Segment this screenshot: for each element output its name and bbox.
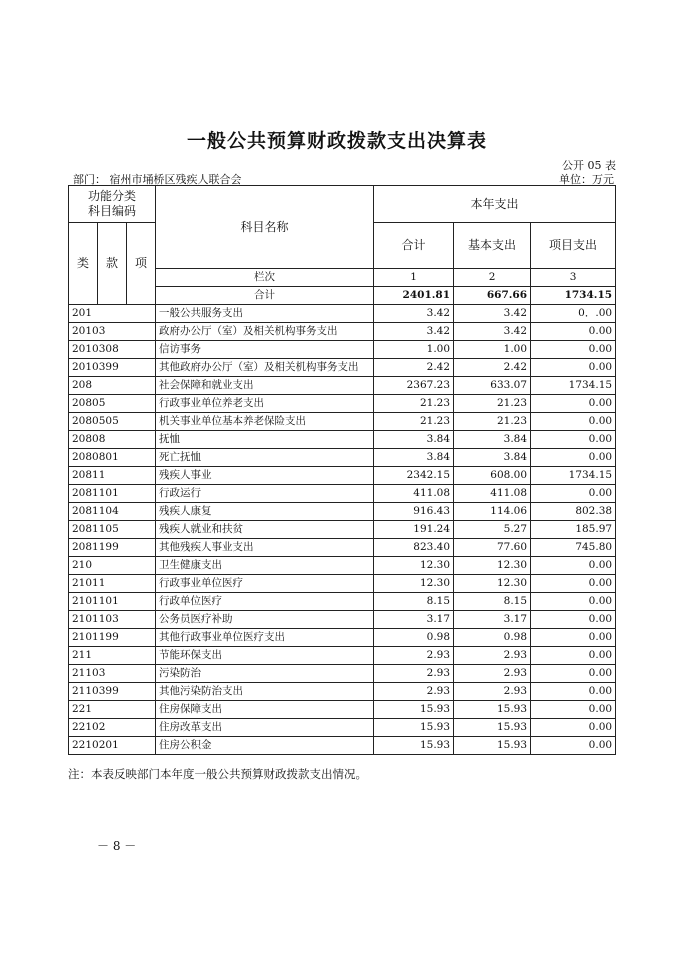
name-header: 科目名称: [156, 186, 374, 269]
table-row: [69, 683, 616, 701]
table-row: [69, 521, 616, 539]
basic-cell: 633.07: [454, 377, 531, 395]
code-cell: 208: [69, 377, 156, 395]
basic-cell: 411.08: [454, 485, 531, 503]
code-cell: 2210201: [69, 737, 156, 755]
grand-total-label: 合计: [156, 287, 374, 305]
basic-cell: 15.93: [454, 719, 531, 737]
name-cell: 抚恤: [156, 431, 374, 449]
project-cell: 0.00: [531, 557, 616, 575]
name-cell: 公务员医疗补助: [156, 611, 374, 629]
project-cell: 0.00: [531, 719, 616, 737]
row-index-label: 栏次: [156, 269, 374, 287]
project-cell: 0.00: [531, 485, 616, 503]
name-cell: 住房保障支出: [156, 701, 374, 719]
table-row: [69, 395, 616, 413]
project-cell: 0.00: [531, 413, 616, 431]
table-row: [69, 359, 616, 377]
name-cell: 行政事业单位养老支出: [156, 395, 374, 413]
code-cell: 210: [69, 557, 156, 575]
project-header: 项目支出: [531, 223, 616, 269]
name-cell: 残疾人事业: [156, 467, 374, 485]
footnote: 注：本表反映部门本年度一般公共预算财政拨款支出情况。: [68, 767, 367, 781]
code-cell: 20808: [69, 431, 156, 449]
table-row: [69, 449, 616, 467]
total-cell: 2.42: [374, 359, 454, 377]
current-year-header: 本年支出: [374, 186, 616, 223]
name-cell: 住房公积金: [156, 737, 374, 755]
basic-cell: 2.93: [454, 647, 531, 665]
page-title: 一般公共预算财政拨款支出决算表: [186, 130, 487, 152]
name-cell: 污染防治: [156, 665, 374, 683]
basic-cell: 114.06: [454, 503, 531, 521]
table-row: [69, 737, 616, 755]
table-row: [69, 305, 616, 323]
project-cell: 0.00: [531, 593, 616, 611]
budget-table: [68, 185, 616, 755]
basic-cell: 8.15: [454, 593, 531, 611]
header-row-1: [69, 186, 616, 223]
unit-label: 单位：万元: [559, 173, 614, 186]
table-row: [69, 701, 616, 719]
table-row: [69, 665, 616, 683]
code-cell: 2081101: [69, 485, 156, 503]
code-cell: 221: [69, 701, 156, 719]
grand-total-project: 1734.15: [531, 287, 616, 305]
table-row: [69, 539, 616, 557]
code-cell: 2101101: [69, 593, 156, 611]
basic-cell: 15.93: [454, 737, 531, 755]
project-cell: 185.97: [531, 521, 616, 539]
table-row: [69, 377, 616, 395]
table-row: [69, 413, 616, 431]
code-cell: 22102: [69, 719, 156, 737]
basic-cell: 3.84: [454, 449, 531, 467]
code-cell: 2010399: [69, 359, 156, 377]
table-row: [69, 503, 616, 521]
basic-cell: 15.93: [454, 701, 531, 719]
total-header: 合计: [374, 223, 454, 269]
project-cell: 0.00: [531, 611, 616, 629]
col-index-1: 1: [374, 269, 454, 287]
basic-cell: 2.42: [454, 359, 531, 377]
page-number: － 8 －: [97, 839, 137, 853]
total-cell: 0.98: [374, 629, 454, 647]
code-header-line-1: 功能分类: [88, 189, 137, 203]
total-cell: 3.17: [374, 611, 454, 629]
code-cell: 201: [69, 305, 156, 323]
project-cell: 0.00: [531, 701, 616, 719]
total-cell: 12.30: [374, 575, 454, 593]
basic-cell: 3.84: [454, 431, 531, 449]
project-cell: 802.38: [531, 503, 616, 521]
total-cell: 21.23: [374, 395, 454, 413]
basic-cell: 3.42: [454, 305, 531, 323]
total-cell: 15.93: [374, 737, 454, 755]
total-cell: 2367.23: [374, 377, 454, 395]
kuan-header: 款: [98, 223, 127, 305]
grand-total-basic: 667.66: [454, 287, 531, 305]
project-cell: 0.00: [531, 323, 616, 341]
total-cell: 191.24: [374, 521, 454, 539]
total-cell: 3.42: [374, 305, 454, 323]
project-cell: 0．.00: [531, 305, 616, 323]
total-cell: 2.93: [374, 647, 454, 665]
project-cell: 745.80: [531, 539, 616, 557]
total-cell: 21.23: [374, 413, 454, 431]
code-cell: 2080505: [69, 413, 156, 431]
name-cell: 行政运行: [156, 485, 374, 503]
basic-cell: 2.93: [454, 665, 531, 683]
project-cell: 0.00: [531, 449, 616, 467]
basic-cell: 77.60: [454, 539, 531, 557]
name-cell: 社会保障和就业支出: [156, 377, 374, 395]
total-cell: 8.15: [374, 593, 454, 611]
table-row: [69, 719, 616, 737]
name-cell: 残疾人就业和扶贫: [156, 521, 374, 539]
name-cell: 其他政府办公厅（室）及相关机构事务支出: [156, 359, 374, 377]
name-cell: 一般公共服务支出: [156, 305, 374, 323]
table-row: [69, 467, 616, 485]
name-cell: 政府办公厅（室）及相关机构事务支出: [156, 323, 374, 341]
project-cell: 1734.15: [531, 377, 616, 395]
department-label: 部门： 宿州市埇桥区残疾人联合会: [73, 173, 242, 186]
lei-header: 类: [69, 223, 98, 305]
project-cell: 1734.15: [531, 467, 616, 485]
project-cell: 0.00: [531, 359, 616, 377]
basic-cell: 12.30: [454, 557, 531, 575]
total-cell: 15.93: [374, 719, 454, 737]
basic-header: 基本支出: [454, 223, 531, 269]
code-cell: 2110399: [69, 683, 156, 701]
basic-cell: 2.93: [454, 683, 531, 701]
total-cell: 12.30: [374, 557, 454, 575]
total-cell: 2.93: [374, 665, 454, 683]
table-row: [69, 629, 616, 647]
total-cell: 3.84: [374, 449, 454, 467]
basic-cell: 3.17: [454, 611, 531, 629]
table-row: [69, 485, 616, 503]
table-row: [69, 593, 616, 611]
total-cell: 411.08: [374, 485, 454, 503]
table-row: [69, 647, 616, 665]
total-cell: 823.40: [374, 539, 454, 557]
project-cell: 0.00: [531, 395, 616, 413]
name-cell: 其他残疾人事业支出: [156, 539, 374, 557]
name-cell: 行政事业单位医疗: [156, 575, 374, 593]
project-cell: 0.00: [531, 647, 616, 665]
col-index-2: 2: [454, 269, 531, 287]
table-row: [69, 557, 616, 575]
table-row: [69, 431, 616, 449]
code-cell: 20103: [69, 323, 156, 341]
basic-cell: 12.30: [454, 575, 531, 593]
code-cell: 2101199: [69, 629, 156, 647]
project-cell: 0.00: [531, 575, 616, 593]
code-cell: 2101103: [69, 611, 156, 629]
total-cell: 2.93: [374, 683, 454, 701]
name-cell: 卫生健康支出: [156, 557, 374, 575]
name-cell: 住房改革支出: [156, 719, 374, 737]
name-cell: 死亡抚恤: [156, 449, 374, 467]
project-cell: 0.00: [531, 737, 616, 755]
code-cell: 211: [69, 647, 156, 665]
project-cell: 0.00: [531, 341, 616, 359]
name-cell: 残疾人康复: [156, 503, 374, 521]
total-cell: 3.84: [374, 431, 454, 449]
code-cell: 20805: [69, 395, 156, 413]
name-cell: 信访事务: [156, 341, 374, 359]
col-index-3: 3: [531, 269, 616, 287]
basic-cell: 5.27: [454, 521, 531, 539]
code-header: [69, 186, 156, 223]
name-cell: 机关事业单位基本养老保险支出: [156, 413, 374, 431]
table-row: [69, 323, 616, 341]
name-cell: 节能环保支出: [156, 647, 374, 665]
total-cell: 2342.15: [374, 467, 454, 485]
form-number: 公开 05 表: [562, 159, 616, 172]
basic-cell: 0.98: [454, 629, 531, 647]
xiang-header: 项: [127, 223, 156, 305]
code-cell: 2081104: [69, 503, 156, 521]
code-cell: 21103: [69, 665, 156, 683]
total-cell: 916.43: [374, 503, 454, 521]
total-cell: 3.42: [374, 323, 454, 341]
code-cell: 2010308: [69, 341, 156, 359]
code-cell: 2080801: [69, 449, 156, 467]
basic-cell: 1.00: [454, 341, 531, 359]
code-cell: 20811: [69, 467, 156, 485]
code-cell: 2081105: [69, 521, 156, 539]
code-cell: 21011: [69, 575, 156, 593]
basic-cell: 3.42: [454, 323, 531, 341]
table-row: [69, 611, 616, 629]
project-cell: 0.00: [531, 629, 616, 647]
total-cell: 15.93: [374, 701, 454, 719]
basic-cell: 21.23: [454, 413, 531, 431]
project-cell: 0.00: [531, 665, 616, 683]
grand-total-total: 2401.81: [374, 287, 454, 305]
project-cell: 0.00: [531, 683, 616, 701]
table-row: [69, 341, 616, 359]
name-cell: 其他行政事业单位医疗支出: [156, 629, 374, 647]
project-cell: 0.00: [531, 431, 616, 449]
basic-cell: 608.00: [454, 467, 531, 485]
name-cell: 其他污染防治支出: [156, 683, 374, 701]
code-cell: 2081199: [69, 539, 156, 557]
table-row: [69, 575, 616, 593]
code-header-line-2: 科目编码: [88, 204, 137, 218]
total-cell: 1.00: [374, 341, 454, 359]
basic-cell: 21.23: [454, 395, 531, 413]
name-cell: 行政单位医疗: [156, 593, 374, 611]
